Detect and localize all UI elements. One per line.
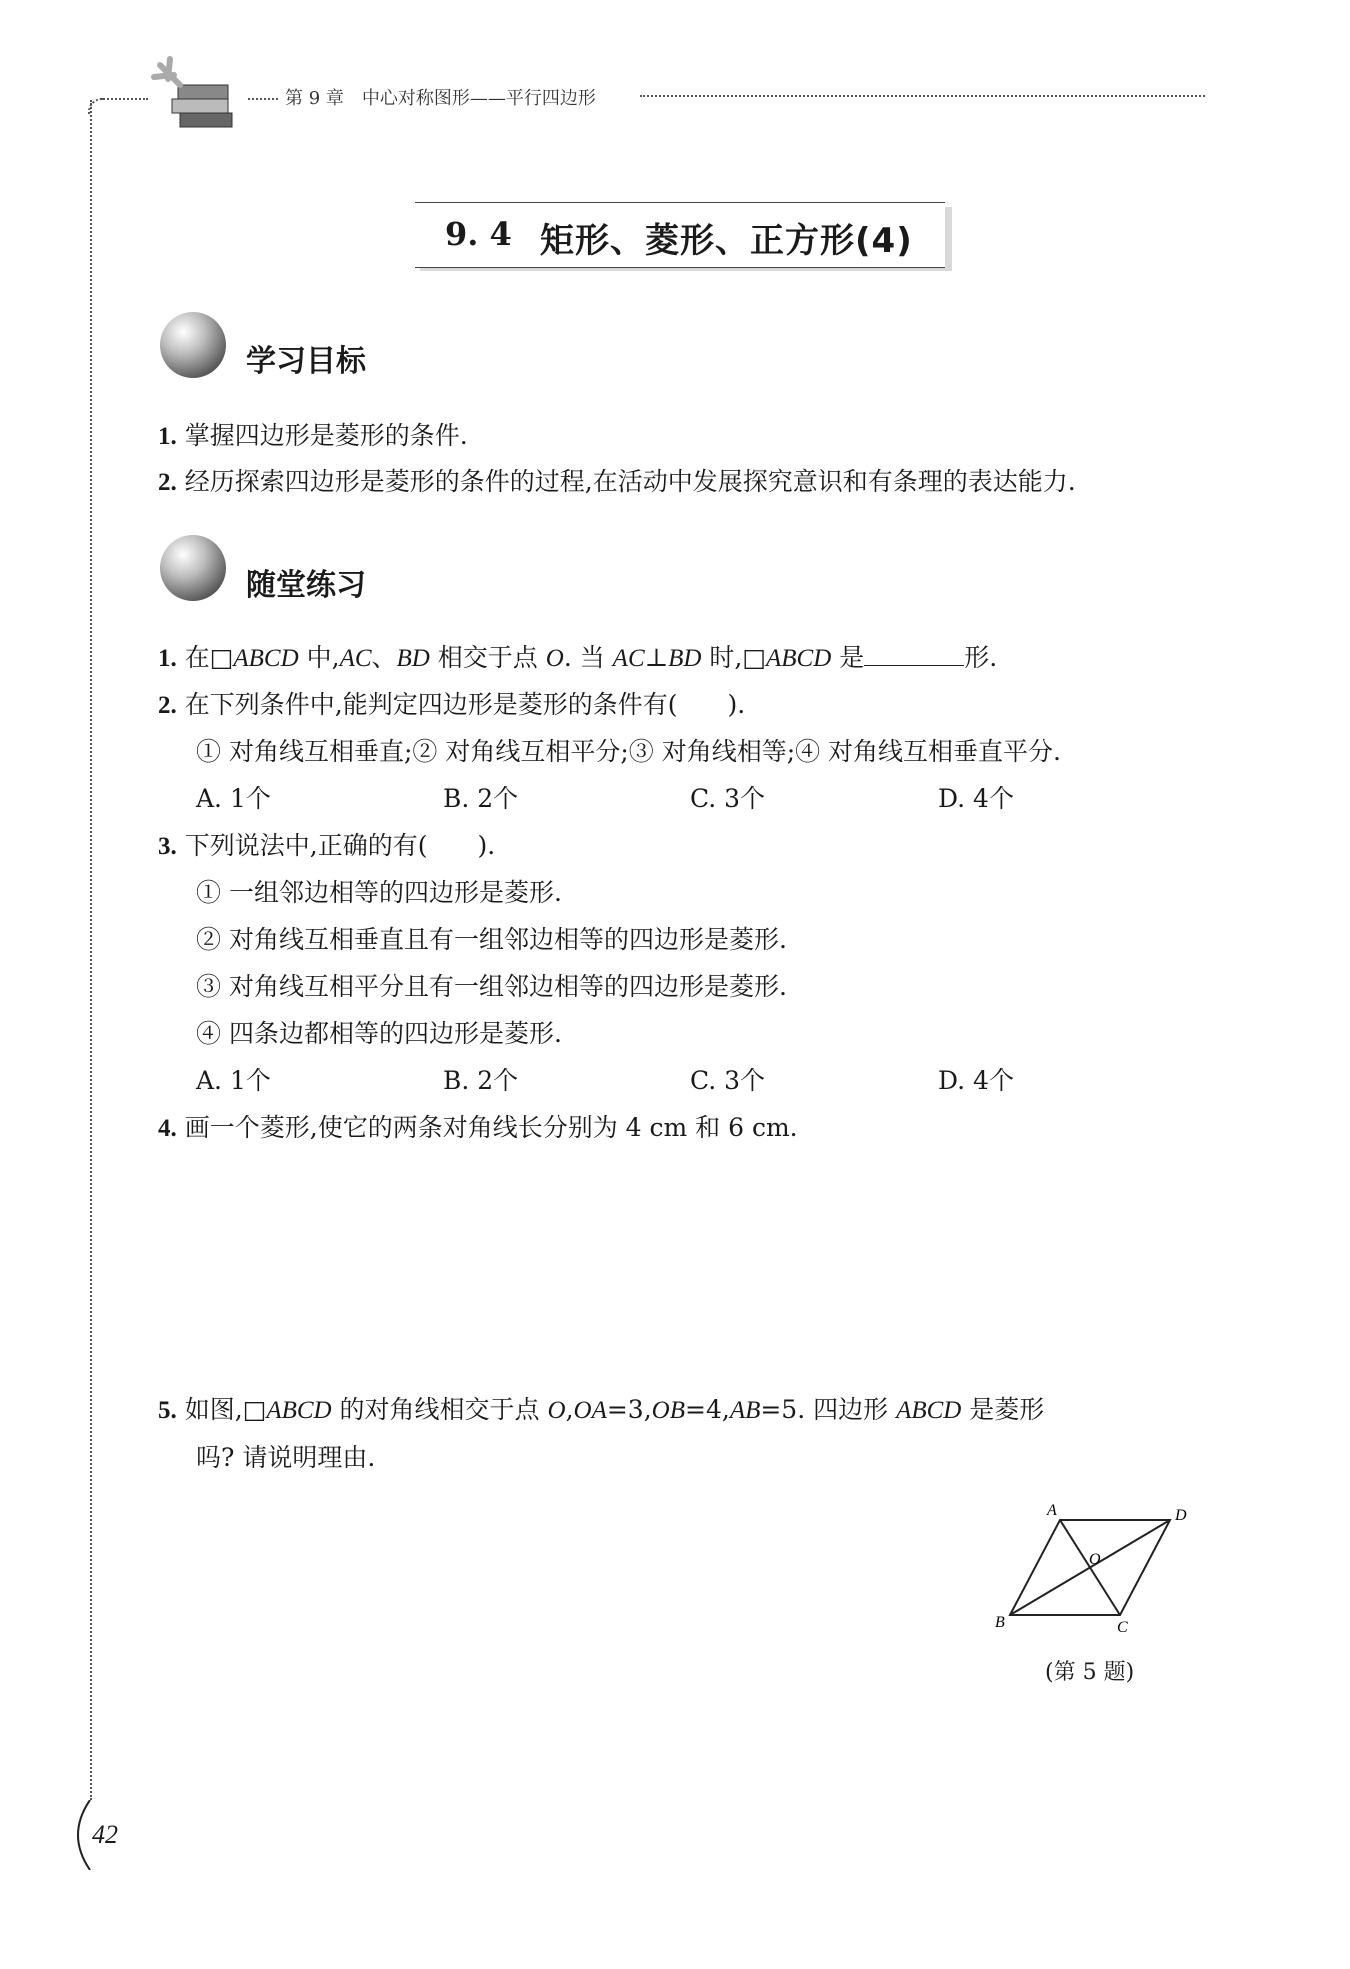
question-number: 5. [158, 1397, 177, 1424]
section-ball-icon [160, 312, 226, 378]
q1-text: . 当 [563, 643, 613, 672]
question-number: 1. [158, 645, 177, 672]
q1-text: 、 [371, 643, 397, 672]
choice-a[interactable]: A. 1个 [196, 784, 271, 813]
goal-number: 2. [158, 469, 177, 496]
question-3 [158, 826, 495, 862]
figure-caption: (第 5 题) [1045, 1660, 1135, 1685]
choice-a[interactable]: A. 1个 [196, 1066, 271, 1095]
q1-text: 在□ [184, 643, 234, 672]
q3-statement: ① 一组邻边相等的四边形是菱形. [196, 878, 562, 907]
q5-text: 的对角线相交于点 [331, 1395, 548, 1424]
q5-var: O [547, 1397, 566, 1424]
question-text: 下列说法中,正确的有( ). [184, 831, 496, 860]
header-dots-right [640, 95, 1205, 97]
header-dots-left [100, 98, 148, 100]
question-text: 画一个菱形,使它的两条对角线长分别为 4 cm 和 6 cm. [184, 1113, 798, 1142]
page-number: 42 [92, 1820, 118, 1849]
section-ball-icon [160, 535, 226, 601]
question-number: 3. [158, 833, 177, 860]
q5-text: =5. 四边形 [760, 1395, 897, 1424]
question-5-line2: 吗? 请说明理由. [196, 1443, 376, 1472]
question-1 [158, 638, 997, 674]
header-chapter: 第 9 章 中心对称图形——平行四边形 [285, 88, 596, 109]
question-4 [158, 1108, 798, 1144]
label-a: A [1047, 1502, 1057, 1519]
q1-var: BD [396, 645, 430, 672]
parallelogram-figure [995, 1500, 1195, 1640]
q1-text: 形. [964, 643, 998, 672]
q1-var: O [545, 645, 564, 672]
learning-goals-heading: 学习目标 [246, 344, 366, 379]
question-text: 在下列条件中,能判定四边形是菱形的条件有( ). [184, 690, 746, 719]
q1-var: ABCD [233, 645, 299, 672]
choice-d[interactable]: D. 4个 [938, 1066, 1014, 1095]
label-b: B [995, 1614, 1005, 1631]
q3-statement: ③ 对角线互相平分且有一组邻边相等的四边形是菱形. [196, 972, 787, 1001]
q5-text: , [565, 1395, 574, 1424]
q5-var: AB [729, 1397, 761, 1424]
q1-var: AC [339, 645, 372, 672]
q1-var: AC [612, 645, 645, 672]
q5-var: ABCD [266, 1397, 332, 1424]
q1-text: 相交于点 [429, 643, 546, 672]
answer-blank[interactable] [864, 643, 964, 666]
question-number: 4. [158, 1115, 177, 1142]
practice-heading: 随堂练习 [246, 568, 366, 603]
q5-var: ABCD [896, 1397, 962, 1424]
q2-conditions: ① 对角线互相垂直;② 对角线互相平分;③ 对角线相等;④ 对角线互相垂直平分. [196, 737, 1062, 766]
goal-text: 掌握四边形是菱形的条件. [184, 421, 468, 450]
goal-text: 经历探索四边形是菱形的条件的过程,在活动中发展探究意识和有条理的表达能力. [184, 467, 1076, 496]
q1-var: ABCD [765, 645, 832, 672]
q3-statement: ② 对角线互相垂直且有一组邻边相等的四边形是菱形. [196, 925, 787, 954]
label-o: O [1089, 1551, 1101, 1568]
q1-text: 中, [298, 643, 340, 672]
q5-text: 是菱形 [961, 1395, 1045, 1424]
choice-b[interactable]: B. 2个 [443, 784, 519, 813]
q1-text: 时,□ [701, 643, 766, 672]
goal-number: 1. [158, 423, 177, 450]
q5-var: OA [573, 1397, 607, 1424]
choice-c[interactable]: C. 3个 [690, 784, 766, 813]
label-c: C [1117, 1619, 1128, 1636]
question-2 [158, 685, 745, 721]
q5-text: =4, [685, 1395, 730, 1424]
q1-text: 是 [831, 643, 865, 672]
choice-c[interactable]: C. 3个 [690, 1066, 766, 1095]
question-5 [158, 1390, 1044, 1426]
goal-item [158, 462, 1076, 498]
q5-text: =3, [606, 1395, 652, 1424]
header-dots-mid [248, 98, 278, 100]
q1-text: ⊥ [644, 643, 669, 672]
question-number: 2. [158, 692, 177, 719]
section-title: 矩形、菱形、正方形(4) [540, 221, 913, 261]
books-logo-icon [150, 55, 246, 135]
q5-var: OB [651, 1397, 685, 1424]
page-border-left [90, 100, 92, 1800]
choice-b[interactable]: B. 2个 [443, 1066, 519, 1095]
q1-var: BD [668, 645, 702, 672]
choice-d[interactable]: D. 4个 [938, 784, 1014, 813]
section-number: 9. 4 [445, 215, 512, 253]
q3-statement: ④ 四条边都相等的四边形是菱形. [196, 1019, 562, 1048]
q5-text: 如图,□ [184, 1395, 267, 1424]
label-d: D [1175, 1507, 1187, 1524]
goal-item [158, 416, 468, 452]
